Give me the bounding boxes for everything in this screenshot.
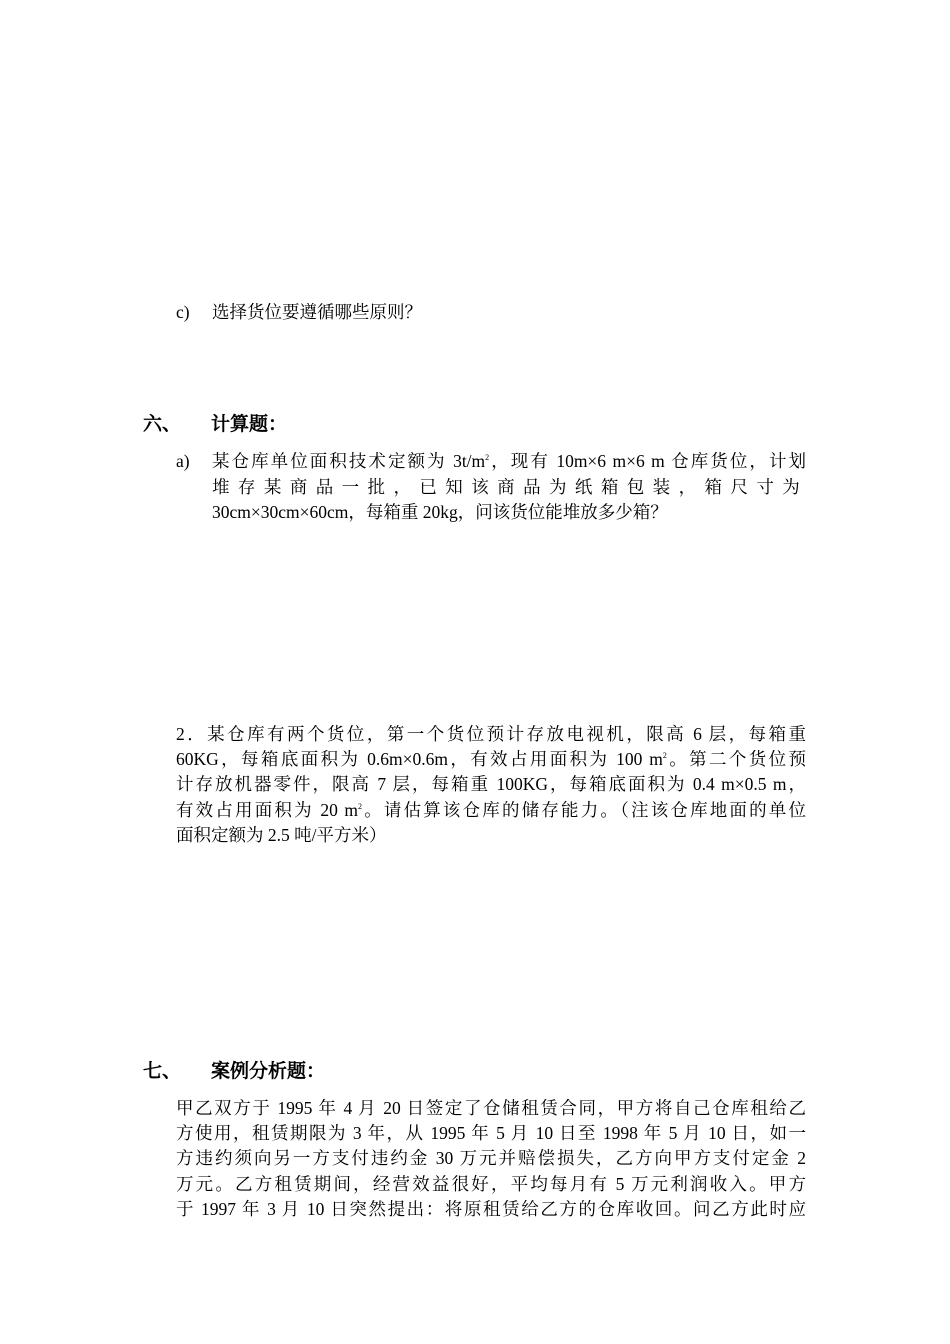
question-line: 30cm×30cm×60cm，每箱重 20kg，问该货位能堆放多少箱？ [212,502,668,522]
case-line: 方使用，租赁期限为 3 年，从 1995 年 5 月 10 日至 1998 年 5 月 10 日，如一 [176,1123,806,1144]
question-line: 有效占用面积为 20 $m^2$。请估算该仓库的储存能力。（注该仓库地面的单位 [176,799,806,820]
case-line: 甲乙双方于 1995 年 4 月 20 日签定了仓储租赁合同，甲方将自己仓库租给乙 [176,1098,806,1118]
question-line: 计存放机器零件，限高 7 层，每箱重 100KG，每箱底面积为 0.4 m×0.5 m， [176,774,806,795]
question-line: 某仓库单位面积技术定额为 $3t/m^2$，现有 10m×6 m×6 m 仓库货位，计划 [212,451,806,471]
question-line: 2．某仓库有两个货位，第一个货位预计存放电视机，限高 6 层，每箱重 [176,724,806,744]
question-line: 堆存某商品一批，已知该商品为纸箱包装，箱尺寸为 [212,476,806,497]
case-line: 于 1997 年 3 月 10 日突然提出：将原租赁给乙方的仓库收回。问乙方此时应 [176,1198,806,1219]
question-text: 选择货位要遵循哪些原则？ [212,302,422,322]
case-line: 万元。乙方租赁期间，经营效益很好，平均每月有 5 万元利润收入。甲方 [176,1173,806,1194]
section-number: 六、 [143,414,182,435]
section-number: 七、 [143,1061,182,1082]
case-line: 方违约须向另一方支付违约金 30 万元并赔偿损失，乙方向甲方支付定金 2 [176,1148,806,1169]
question-2 [176,722,806,848]
superscript: 2 [662,751,667,761]
superscript: 2 [485,453,490,463]
question-line: 面积定额为 2.5 吨/平方米） [176,824,387,845]
list-marker: a) [176,451,190,471]
section-title: 计算题： [211,414,288,435]
question-body [212,449,806,526]
list-marker: c) [176,302,190,322]
superscript: 2 [358,801,363,811]
question-line: 60KG，每箱底面积为 0.6m×0.6m，有效占用面积为 100 $m^2$。第二个货位预 [176,749,807,770]
section-title: 案例分析题： [211,1061,326,1082]
case-study-text [176,1096,806,1222]
